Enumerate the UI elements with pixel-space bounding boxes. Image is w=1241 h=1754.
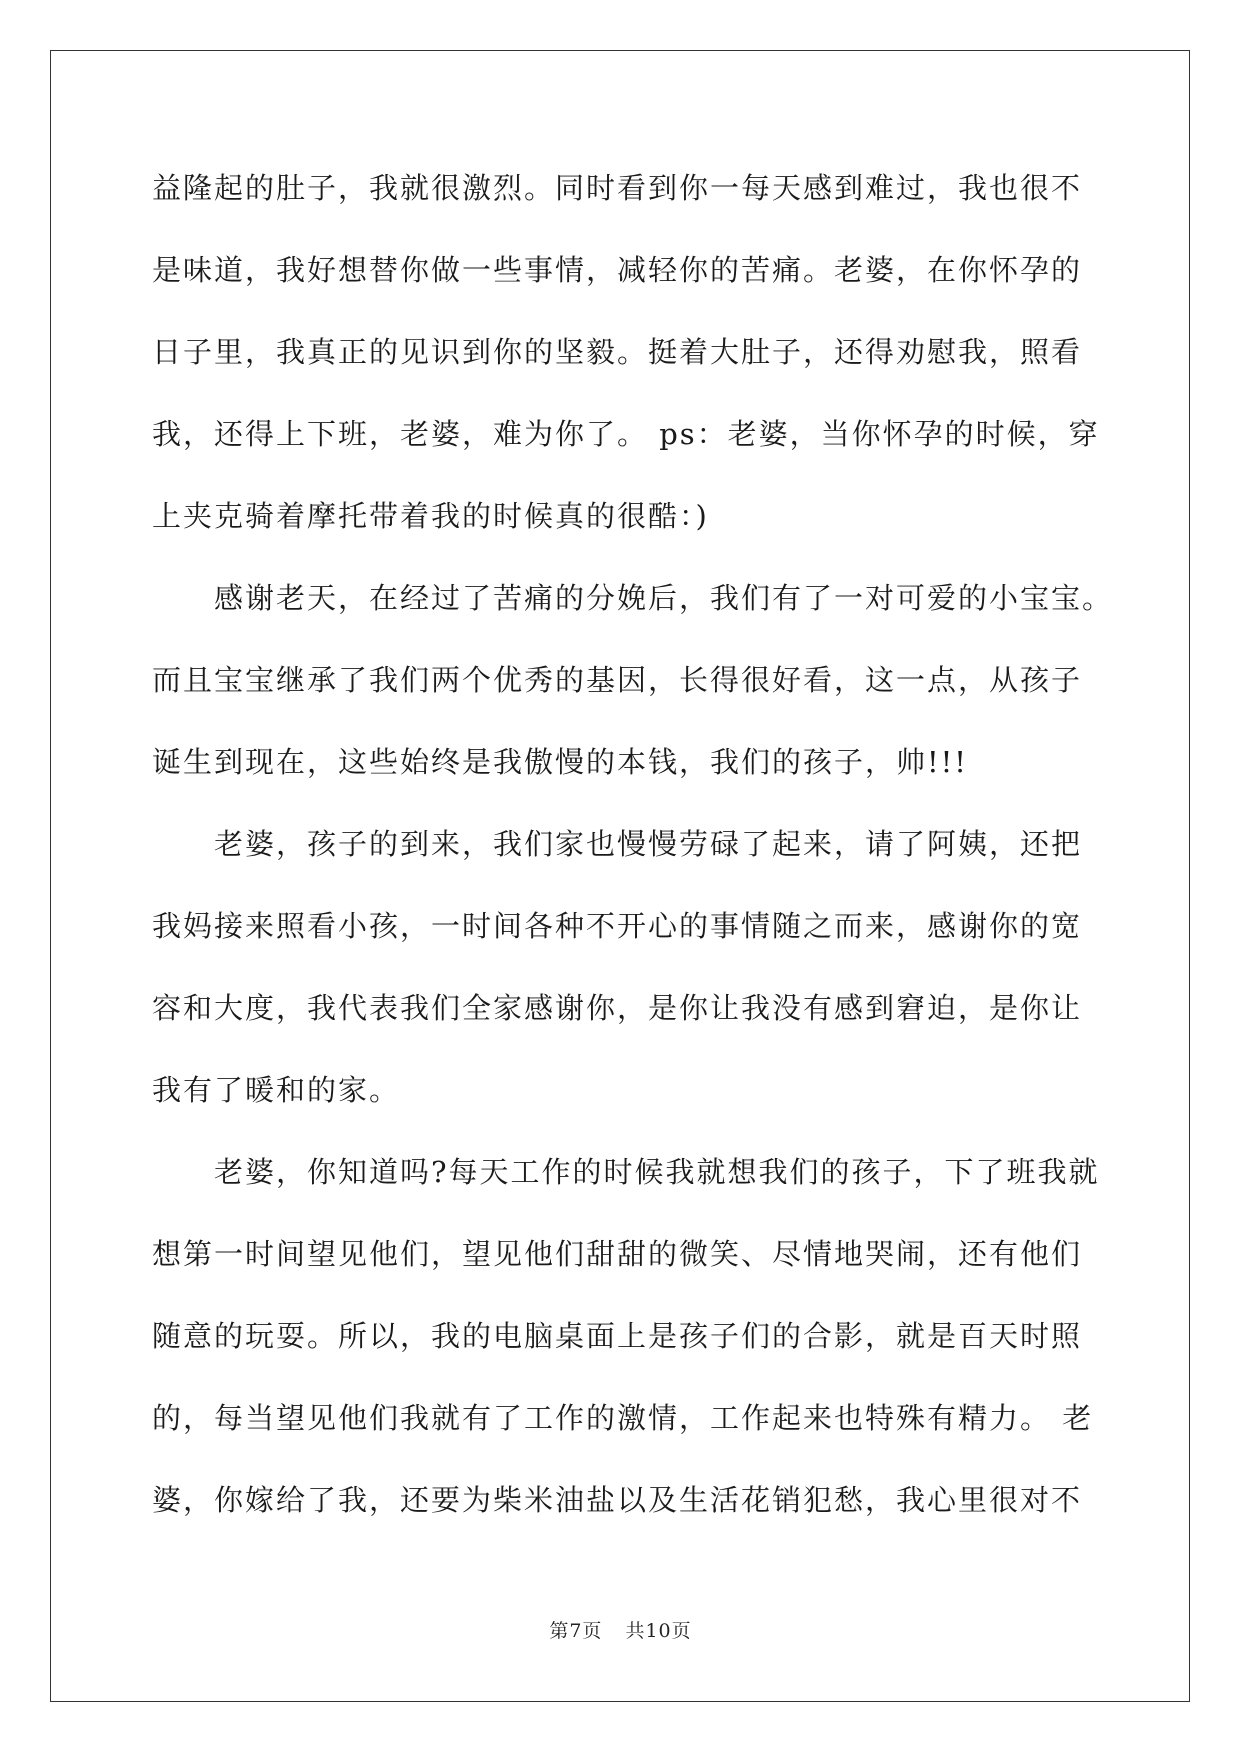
paragraph-first-line: 感谢老天，在经过了苦痛的分娩后，我们有了一对可爱的小宝宝。: [214, 581, 1114, 615]
text-line: 婆，你嫁给了我，还要为柴米油盐以及生活花销犯愁，我心里很对不: [152, 1483, 1083, 1517]
page-number-total: 共10页: [625, 1620, 692, 1642]
page-footer: [0, 1616, 1241, 1643]
text-line: 我妈接来照看小孩，一时间各种不开心的事情随之而来，感谢你的宽: [152, 909, 1083, 943]
text-line: 是味道，我好想替你做一些事情，减轻你的苦痛。老婆，在你怀孕的: [152, 253, 1083, 287]
text-line: 的，每当望见他们我就有了工作的激情，工作起来也特殊有精力。 老: [152, 1401, 1094, 1435]
text-line: 诞生到现在，这些始终是我傲慢的本钱，我们的孩子，帅!!!: [152, 745, 968, 779]
text-line: 容和大度，我代表我们全家感谢你，是你让我没有感到窘迫，是你让: [152, 991, 1083, 1025]
text-line: 我，还得上下班，老婆，难为你了。 ps：老婆，当你怀孕的时候，穿: [152, 417, 1100, 451]
text-line: 益隆起的肚子，我就很激烈。同时看到你一每天感到难过，我也很不: [152, 171, 1083, 205]
text-line: 上夹克骑着摩托带着我的时候真的很酷：): [152, 499, 709, 533]
text-line: 随意的玩耍。所以，我的电脑桌面上是孩子们的合影，就是百天时照: [152, 1319, 1083, 1353]
document-body: [152, 158, 1114, 1552]
text-line: 想第一时间望见他们，望见他们甜甜的微笑、尽情地哭闹，还有他们: [152, 1237, 1083, 1271]
text-line: 而且宝宝继承了我们两个优秀的基因，长得很好看，这一点，从孩子: [152, 663, 1083, 697]
page-number-current: 第7页: [549, 1620, 603, 1642]
text-line: 我有了暖和的家。: [152, 1073, 401, 1107]
paragraph-first-line: 老婆，孩子的到来，我们家也慢慢劳碌了起来，请了阿姨，还把: [214, 827, 1083, 861]
paragraph-first-line: 老婆，你知道吗?每天工作的时候我就想我们的孩子，下了班我就: [214, 1155, 1100, 1189]
text-line: 日子里，我真正的见识到你的坚毅。挺着大肚子，还得劝慰我，照看: [152, 335, 1083, 369]
